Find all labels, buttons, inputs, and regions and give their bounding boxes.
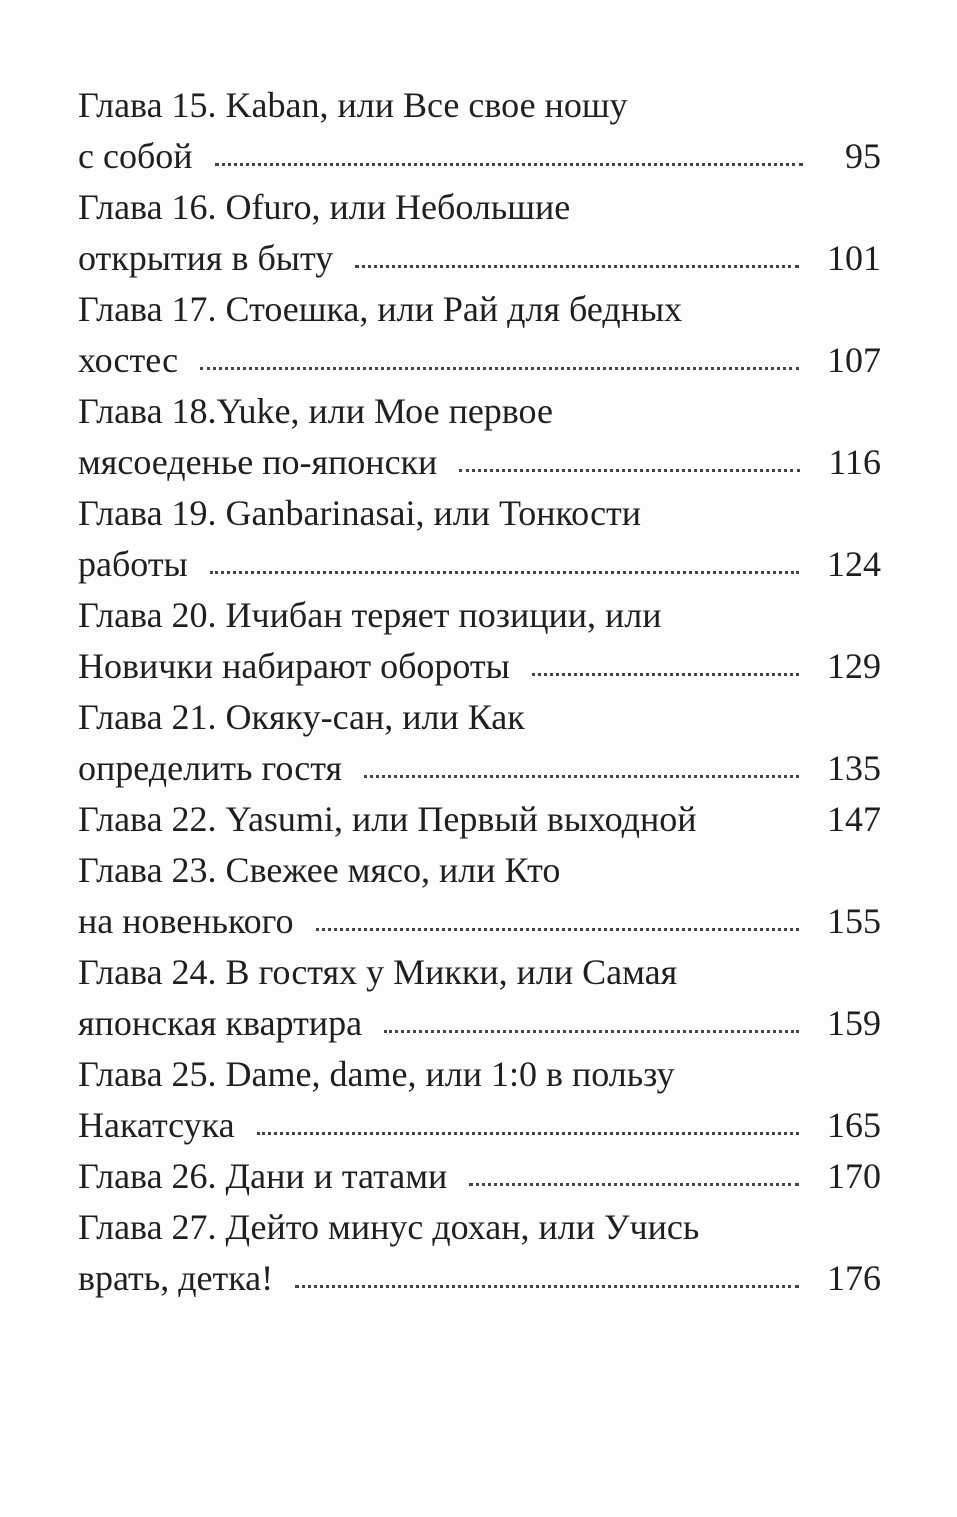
dot-leader [257, 1132, 799, 1135]
chapter-title-text: работы [78, 544, 188, 584]
dot-leader [469, 1183, 799, 1186]
toc-entry-line [78, 947, 881, 998]
toc-entry [78, 1151, 881, 1202]
page-number: 124 [827, 544, 881, 584]
toc-entry-line [78, 488, 881, 539]
toc-entry-line [78, 80, 881, 131]
dot-leader [364, 775, 799, 778]
toc-entry-last-line [78, 998, 881, 1049]
chapter-title-text: с собой [78, 136, 193, 176]
dot-leader [384, 1030, 799, 1033]
page-number: 107 [827, 340, 881, 380]
toc-entry-line [78, 845, 881, 896]
toc-entry-last-line [78, 896, 881, 947]
toc-entry [78, 488, 881, 590]
toc-entry [78, 80, 881, 182]
page-number: 129 [827, 646, 881, 686]
chapter-title-text: Глава 16. Ofuro, или Небольшие [78, 187, 571, 227]
chapter-title-text: Глава 24. В гостях у Микки, или Самая [78, 952, 678, 992]
toc-entry-last-line [78, 131, 881, 182]
chapter-title-text: врать, детка! [78, 1258, 274, 1298]
toc-entry-line [78, 1049, 881, 1100]
chapter-title-text: Глава 18.Yuke, или Мое первое [78, 391, 553, 431]
toc-entry-line [78, 284, 881, 335]
chapter-title-text: определить гостя [78, 748, 343, 788]
toc-entry-last-line [78, 233, 881, 284]
toc-entry-last-line [78, 794, 881, 845]
toc-entry-line [78, 386, 881, 437]
page-number: 101 [827, 238, 881, 278]
dot-leader [532, 673, 799, 676]
chapter-title-text: Глава 21. Окяку-сан, или Как [78, 697, 525, 737]
dot-leader [355, 265, 799, 268]
page-number: 155 [827, 901, 881, 941]
toc-entry-line [78, 692, 881, 743]
chapter-title-text: Глава 26. Дани и татами [78, 1156, 448, 1196]
toc-entry [78, 947, 881, 1049]
toc-entry-line [78, 1202, 881, 1253]
chapter-title-text: Глава 25. Dame, dame, или 1:0 в пользу [78, 1054, 675, 1094]
page-number: 176 [827, 1258, 881, 1298]
chapter-title-text: Глава 27. Дейто минус дохан, или Учись [78, 1207, 700, 1247]
chapter-title-text: Глава 20. Ичибан теряет позиции, или [78, 595, 662, 635]
page-number: 116 [828, 442, 881, 482]
toc-entry-last-line [78, 539, 881, 590]
chapter-title-text: Накатсука [78, 1105, 235, 1145]
chapter-title-text: Глава 15. Kaban, или Все свое ношу [78, 85, 628, 125]
toc-entry [78, 845, 881, 947]
toc-entry [78, 692, 881, 794]
dot-leader [316, 928, 800, 931]
toc-entry [78, 182, 881, 284]
chapter-title-text: Глава 22. Yasumi, или Первый выходной [78, 799, 697, 839]
dot-leader [459, 469, 800, 472]
toc-entry [78, 590, 881, 692]
dot-leader [200, 367, 799, 370]
dot-leader [210, 571, 799, 574]
page-number: 170 [827, 1156, 881, 1196]
chapter-title-text: на новенького [78, 901, 294, 941]
toc-entry-last-line [78, 1253, 881, 1304]
page-number: 95 [845, 136, 881, 176]
toc-entry-last-line [78, 641, 881, 692]
page-number: 165 [827, 1105, 881, 1145]
toc-entry-line [78, 182, 881, 233]
chapter-title-text: Глава 23. Свежее мясо, или Кто [78, 850, 561, 890]
toc-entry-last-line [78, 1151, 881, 1202]
dot-leader [295, 1285, 799, 1288]
toc-entry [78, 1049, 881, 1151]
toc-entry-last-line [78, 743, 881, 794]
table-of-contents [78, 80, 881, 1304]
chapter-title-text: Глава 17. Стоешка, или Рай для бедных [78, 289, 683, 329]
toc-entry [78, 794, 881, 845]
toc-entry-last-line [78, 437, 881, 488]
toc-entry-last-line [78, 335, 881, 386]
chapter-title-text: Новички набирают обороты [78, 646, 510, 686]
toc-entry [78, 284, 881, 386]
toc-entry [78, 386, 881, 488]
toc-entry-last-line [78, 1100, 881, 1151]
chapter-title-text: японская квартира [78, 1003, 363, 1043]
chapter-title-text: открытия в быту [78, 238, 334, 278]
toc-entry [78, 1202, 881, 1304]
chapter-title-text: Глава 19. Ganbarinasai, или Тонкости [78, 493, 642, 533]
page-number: 159 [827, 1003, 881, 1043]
chapter-title-text: хостес [78, 340, 179, 380]
toc-entry-line [78, 590, 881, 641]
chapter-title-text: мясоеденье по-японски [78, 442, 438, 482]
page-number: 135 [827, 748, 881, 788]
dot-leader [215, 163, 803, 166]
page-number: 147 [827, 799, 881, 839]
